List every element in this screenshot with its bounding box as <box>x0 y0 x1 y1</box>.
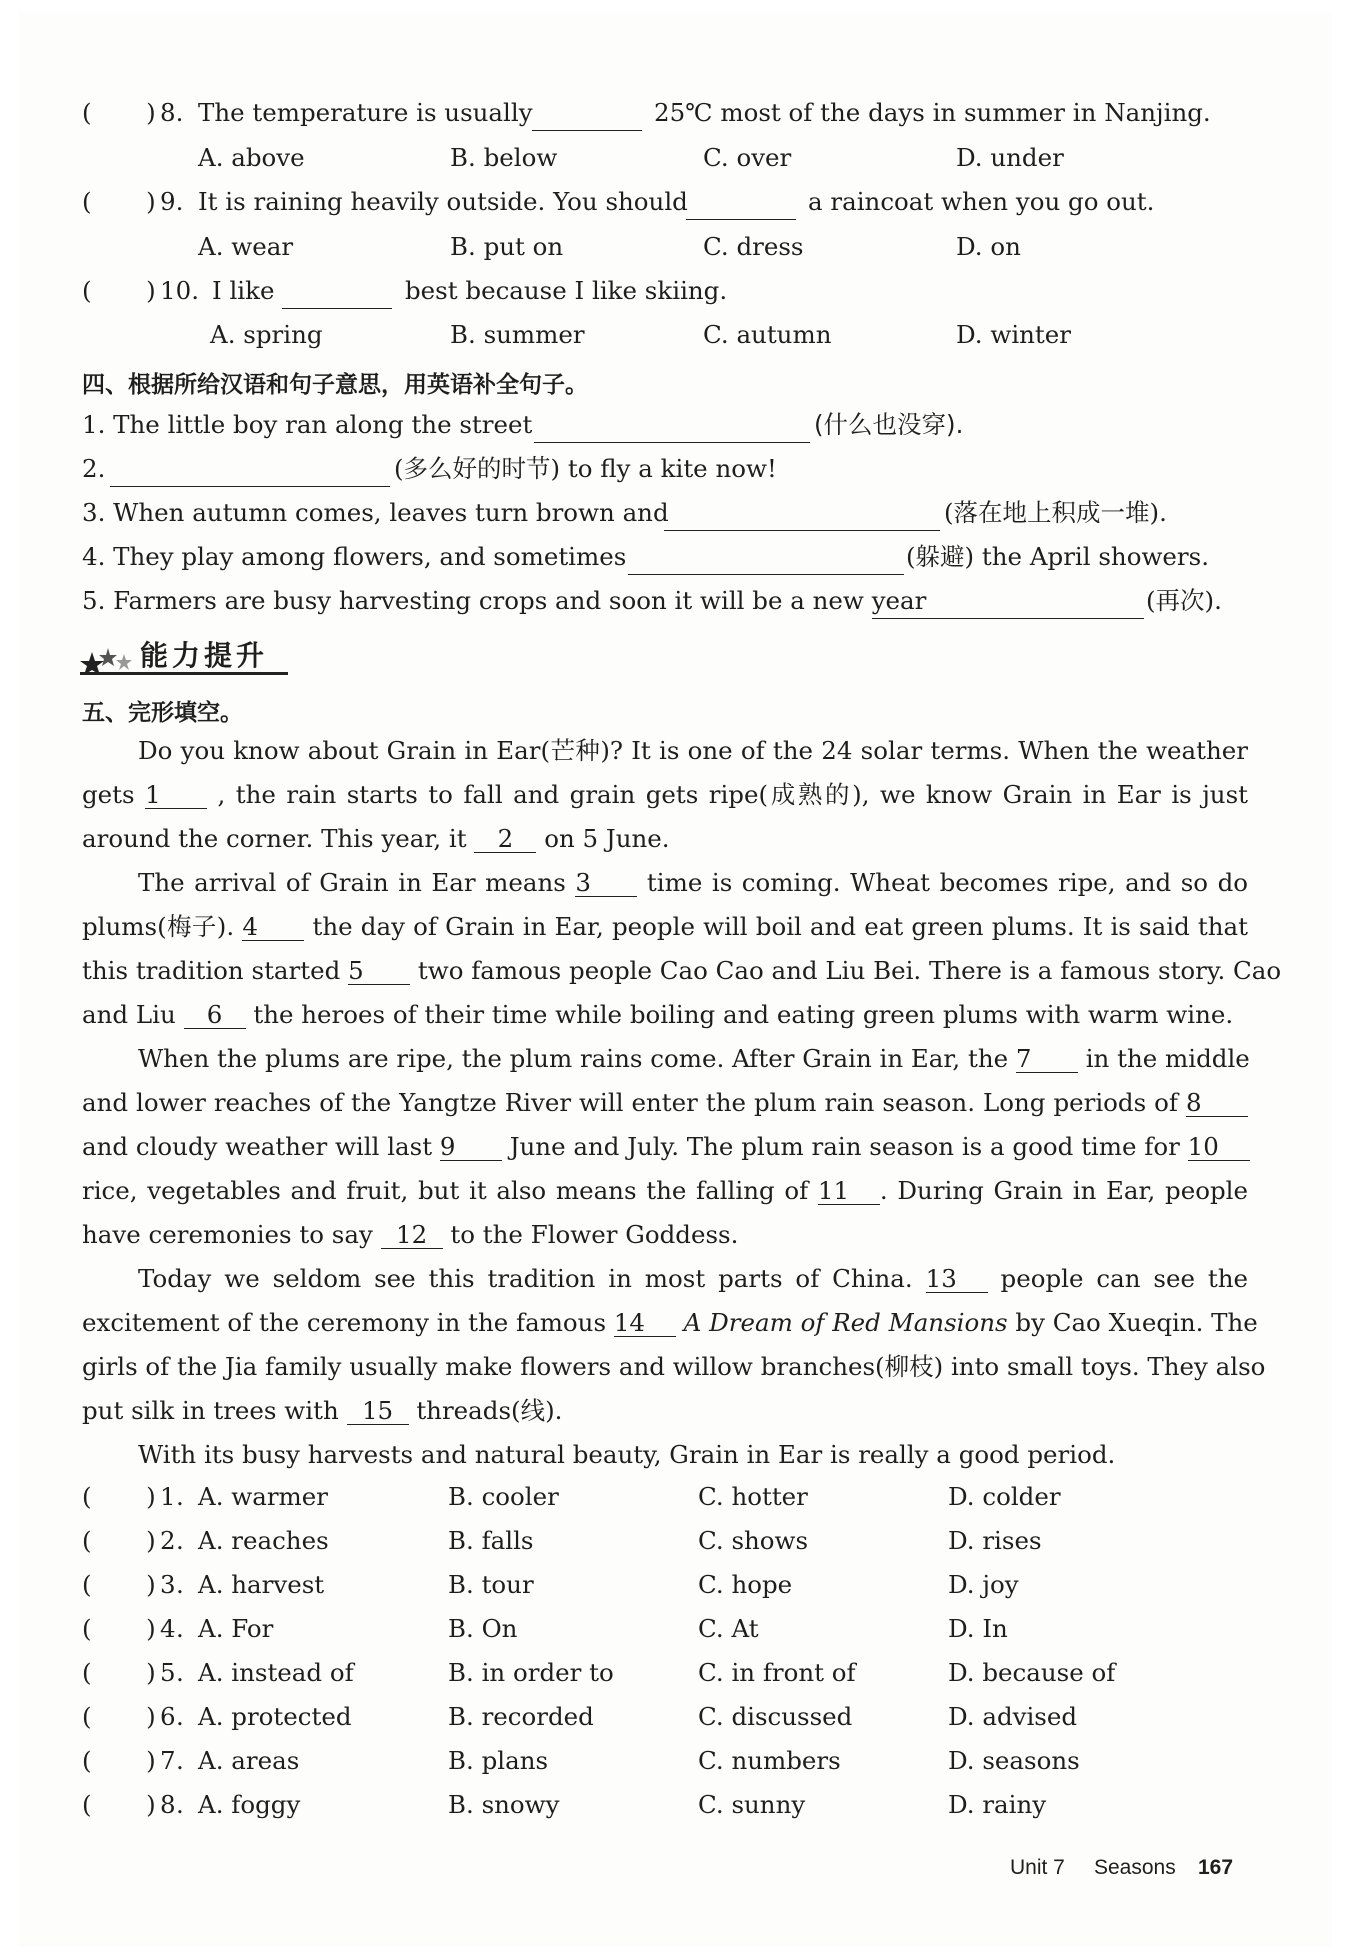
option-c: C. dress <box>703 232 804 261</box>
answer-paren[interactable]: ( ) <box>82 1482 156 1511</box>
cloze-blank[interactable]: 10 <box>1188 1134 1250 1161</box>
answer-paren[interactable]: ( ) <box>82 1746 156 1775</box>
option-c: C. autumn <box>703 320 832 349</box>
cloze-blank[interactable]: 6 <box>184 1002 246 1029</box>
answer-paren[interactable]: ( ) <box>82 1702 156 1731</box>
answer-blank[interactable] <box>282 282 392 309</box>
option-d: D. under <box>956 143 1064 172</box>
option-c: C. hotter <box>698 1482 808 1511</box>
option-d: D. on <box>956 232 1021 261</box>
cloze-blank[interactable]: 5 <box>348 958 410 985</box>
section5-title: 五、完形填空。 <box>82 700 243 726</box>
number-dot: . <box>176 1790 184 1819</box>
cloze-blank[interactable]: 9 <box>440 1134 502 1161</box>
option-c: C. hope <box>698 1570 793 1599</box>
question-stem-b: best because I like skiing. <box>405 276 728 305</box>
question-stem-a: The temperature is usually <box>198 98 533 127</box>
footer-title: Seasons <box>1094 1856 1176 1879</box>
answer-blank[interactable] <box>532 104 642 131</box>
answer-paren[interactable]: ( ) <box>82 1658 156 1687</box>
option-b: B. recorded <box>448 1702 594 1731</box>
question-stem-a: I like <box>212 276 275 305</box>
option-b: B. snowy <box>448 1790 560 1819</box>
answer-blank[interactable] <box>110 460 390 487</box>
question-number: 8 <box>160 1790 176 1819</box>
passage-line: excitement of the ceremony in the famous 14 A Dream of Red Mansions by Cao Xueqin. The <box>82 1308 1258 1337</box>
option-b: B. plans <box>448 1746 549 1775</box>
question-stem-b: a raincoat when you go out. <box>808 187 1155 216</box>
option-b: B. tour <box>448 1570 534 1599</box>
passage-line: have ceremonies to say 12 to the Flower Goddess. <box>82 1220 739 1249</box>
answer-paren[interactable]: ( ) <box>82 1526 156 1555</box>
question-number: 6 <box>160 1702 176 1731</box>
option-a: A. protected <box>198 1702 352 1731</box>
passage-line: around the corner. This year, it 2 on 5 June. <box>82 824 670 853</box>
answer-blank[interactable] <box>686 193 796 220</box>
chinese-hint: (落在地上积成一堆). <box>944 498 1167 527</box>
option-d: D. because of <box>948 1658 1116 1687</box>
cloze-blank[interactable]: 15 <box>347 1398 409 1425</box>
option-d: D. In <box>948 1614 1008 1643</box>
passage-line: and cloudy weather will last 9 June and July. The plum rain season is a good time for 10 <box>82 1130 1248 1164</box>
passage-line: girls of the Jia family usually make flowers and willow branches(柳枝) into small toys. They also <box>82 1352 1266 1381</box>
option-b: B. summer <box>450 320 585 349</box>
passage-line: put silk in trees with 15 threads(线). <box>82 1396 563 1425</box>
passage-line: The arrival of Grain in Ear means 3 time is coming. Wheat becomes ripe, and so do <box>138 868 1249 897</box>
sentence-text: 1. The little boy ran along the street <box>82 410 533 439</box>
answer-paren[interactable]: ( ) <box>82 1790 156 1819</box>
option-a: A. spring <box>210 320 323 349</box>
passage-line: With its busy harvests and natural beauty, Grain in Ear is really a good period. <box>138 1440 1116 1469</box>
question-number: 2 <box>160 1526 176 1555</box>
number-dot: . <box>176 1482 184 1511</box>
passage-line: Today we seldom see this tradition in most parts of China. 13 people can see the <box>138 1264 1248 1293</box>
answer-paren[interactable]: ( ) <box>82 276 156 305</box>
page-number: 167 <box>1198 1856 1234 1879</box>
cloze-blank[interactable]: 13 <box>926 1266 988 1293</box>
answer-paren[interactable]: ( ) <box>82 1614 156 1643</box>
question-number: 1 <box>160 1482 176 1511</box>
answer-blank[interactable] <box>664 504 940 531</box>
answer-paren[interactable]: ( ) <box>82 187 156 216</box>
option-c: C. shows <box>698 1526 809 1555</box>
question-stem-a: It is raining heavily outside. You should <box>198 187 688 216</box>
number-dot: . <box>176 1614 184 1643</box>
answer-blank[interactable] <box>628 548 904 575</box>
passage-line: plums(梅子). 4 the day of Grain in Ear, people will boil and eat green plums. It is said that <box>82 912 1248 941</box>
answer-blank[interactable] <box>872 592 1144 619</box>
option-d: D. joy <box>948 1570 1019 1599</box>
option-a: A. instead of <box>198 1658 354 1687</box>
option-a: A. foggy <box>198 1790 301 1819</box>
option-a: A. above <box>198 143 305 172</box>
cloze-blank[interactable]: 11 <box>818 1178 880 1205</box>
cloze-blank[interactable]: 3 <box>575 870 637 897</box>
option-a: A. reaches <box>198 1526 329 1555</box>
number-dot: . <box>176 1658 184 1687</box>
cloze-blank[interactable]: 4 <box>242 914 304 941</box>
option-b: B. below <box>450 143 558 172</box>
number-dot: . <box>176 1570 184 1599</box>
number-dot: . <box>176 1702 184 1731</box>
cloze-blank[interactable]: 14 <box>614 1310 676 1337</box>
option-d: D. winter <box>956 320 1071 349</box>
option-d: D. seasons <box>948 1746 1080 1775</box>
sentence-text: 5. Farmers are busy harvesting crops and soon it will be a new year <box>82 586 927 615</box>
chinese-hint: (什么也没穿). <box>814 410 964 439</box>
option-c: C. in front of <box>698 1658 856 1687</box>
ability-title: 能力提升 <box>140 639 269 672</box>
option-d: D. advised <box>948 1702 1078 1731</box>
number-dot: . <box>176 1746 184 1775</box>
option-c: C. discussed <box>698 1702 853 1731</box>
passage-line: this tradition started 5 two famous people Cao Cao and Liu Bei. There is a famous story. Cao <box>82 956 1282 985</box>
passage-line: gets 1 , the rain starts to fall and grain gets ripe(成熟的), we know Grain in Ear is just <box>82 780 1248 809</box>
option-c: C. over <box>703 143 792 172</box>
question-number: 3 <box>160 1570 176 1599</box>
option-b: B. put on <box>450 232 564 261</box>
question-number: 4 <box>160 1614 176 1643</box>
option-c: C. sunny <box>698 1790 806 1819</box>
number-dot: . <box>176 1526 184 1555</box>
question-number: 10. <box>160 276 199 305</box>
book-title: A Dream of Red Mansions <box>683 1308 1008 1337</box>
question-number: 5 <box>160 1658 176 1687</box>
banner-underline <box>80 672 288 675</box>
cloze-blank[interactable]: 7 <box>1016 1046 1078 1073</box>
option-d: D. rainy <box>948 1790 1047 1819</box>
option-d: D. colder <box>948 1482 1061 1511</box>
answer-paren[interactable]: ( ) <box>82 1570 156 1599</box>
option-a: A. wear <box>198 232 294 261</box>
passage-line: When the plums are ripe, the plum rains come. After Grain in Ear, the 7 in the middle <box>138 1044 1250 1073</box>
option-a: A. For <box>198 1614 274 1643</box>
option-b: B. On <box>448 1614 518 1643</box>
question-stem-b: 25℃ most of the days in summer in Nanjing. <box>654 98 1211 127</box>
cloze-blank[interactable]: 12 <box>381 1222 443 1249</box>
question-number: 8. <box>160 98 184 127</box>
chinese-hint: (多么好的时节) to fly a kite now! <box>394 454 777 483</box>
option-b: B. falls <box>448 1526 534 1555</box>
chinese-hint: (再次). <box>1146 586 1222 615</box>
option-a: A. harvest <box>198 1570 325 1599</box>
answer-paren[interactable]: ( ) <box>82 98 156 127</box>
footer-unit: Unit 7 <box>1010 1856 1065 1879</box>
option-d: D. rises <box>948 1526 1042 1555</box>
option-a: A. areas <box>198 1746 300 1775</box>
option-b: B. in order to <box>448 1658 614 1687</box>
option-a: A. warmer <box>198 1482 329 1511</box>
section4-title: 四、根据所给汉语和句子意思，用英语补全句子。 <box>82 372 588 398</box>
question-number: 9. <box>160 187 184 216</box>
cloze-blank[interactable]: 2 <box>474 826 536 853</box>
question-number: 7 <box>160 1746 176 1775</box>
sentence-text: 2. <box>82 454 106 483</box>
cloze-blank[interactable]: 8 <box>1186 1090 1248 1117</box>
chinese-hint: (躲避) the April showers. <box>906 542 1210 571</box>
option-b: B. cooler <box>448 1482 559 1511</box>
sentence-text: 4. They play among flowers, and sometimes <box>82 542 627 571</box>
answer-blank[interactable] <box>534 416 810 443</box>
passage-line: rice, vegetables and fruit, but it also means the falling of 11 . During Grain in Ear, people <box>82 1176 1248 1205</box>
sentence-text: 3. When autumn comes, leaves turn brown and <box>82 498 669 527</box>
option-c: C. At <box>698 1614 759 1643</box>
passage-line: and lower reaches of the Yangtze River will enter the plum rain season. Long periods of 8 <box>82 1086 1248 1120</box>
passage-line: Do you know about Grain in Ear(芒种)? It is one of the 24 solar terms. When the weather <box>138 736 1248 765</box>
option-c: C. numbers <box>698 1746 841 1775</box>
passage-line: and Liu 6 the heroes of their time while boiling and eating green plums with warm wine. <box>82 1000 1234 1029</box>
cloze-blank[interactable]: 1 <box>145 782 207 809</box>
